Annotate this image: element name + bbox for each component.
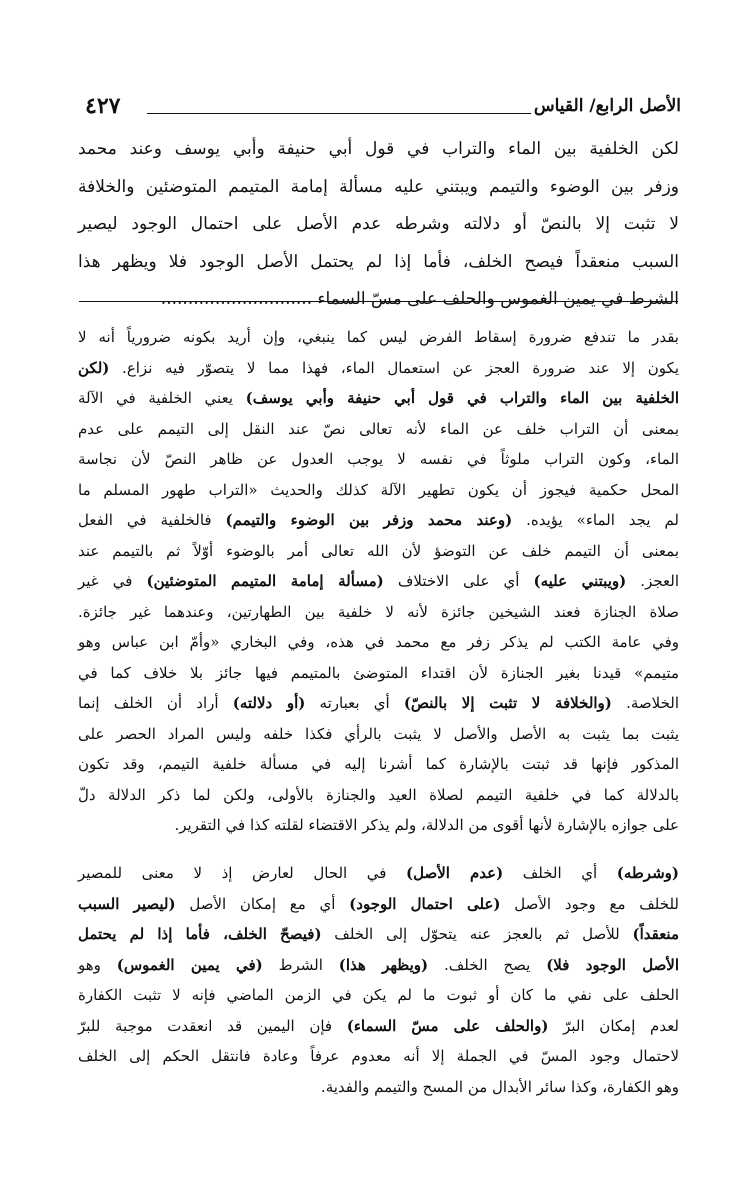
commentary-line bbox=[78, 322, 679, 353]
commentary-text: أي على الاختلاف bbox=[383, 572, 534, 590]
commentary-line bbox=[78, 475, 679, 506]
quoted-matn-text: الخلفية بين الماء والتراب في قول أبي حنيفة وأبي يوسف) bbox=[245, 389, 679, 407]
commentary-line bbox=[78, 1011, 679, 1042]
section-divider bbox=[79, 301, 678, 302]
commentary-text: فإن اليمين قد انعقدت موجبة للبرّ bbox=[78, 1016, 347, 1035]
commentary-line bbox=[78, 749, 679, 780]
commentary-text: المذكور فإنها قد ثبتت بالإشارة كما أشرنا إليه في مسألة خلفية التيمم، وقد تكون bbox=[78, 755, 679, 773]
commentary-line bbox=[78, 658, 679, 689]
commentary-text: الشرط bbox=[262, 955, 339, 974]
commentary-text: وهو الكفارة، وكذا سائر الأبدال من المسح والتيمم والفدية. bbox=[320, 1077, 679, 1096]
quoted-matn-text: (لكن bbox=[78, 358, 110, 377]
commentary-text: وهو bbox=[78, 955, 117, 974]
page-number: ٤٢٧ bbox=[85, 93, 121, 119]
commentary-text: أي مع إمكان الأصل bbox=[175, 894, 350, 913]
commentary-text: الماء، وكون التراب ملوثاً في نفسه لا يوجب العدول عن ظاهر النصّ لأن نجاسة bbox=[78, 450, 679, 468]
commentary-text: على جوازه بالإشارة لأنها أقوى من الدلالة، ولم يذكر الاقتضاء لقلته كذا في التقرير. bbox=[174, 816, 679, 834]
quoted-matn-text: منعقداً) bbox=[632, 925, 679, 943]
quoted-matn-text: (على احتمال الوجود) bbox=[349, 894, 501, 913]
commentary-text: يثبت بما يثبت به الأصل والأصل لا يثبت بالرأي فكذا خلفه وليس المراد الحصر على bbox=[78, 724, 679, 743]
commentary-text: أي الخلف bbox=[503, 864, 617, 882]
commentary-text: فالخلفية في الفعل bbox=[78, 511, 226, 529]
commentary-line bbox=[78, 627, 679, 658]
quoted-matn-text: (ليصير السبب bbox=[78, 894, 176, 913]
quoted-matn-text: (وعند محمد وزفر بين الوضوء والتيمم) bbox=[225, 511, 513, 529]
commentary-line bbox=[78, 889, 679, 920]
commentary-line bbox=[78, 505, 679, 536]
main-text-line: وزفر بين الوضوء والتيمم ويبتني عليه مسألة إمامة المتيمم المتوضئين والخلافة bbox=[78, 176, 679, 197]
quoted-matn-text: (أو دلالته) bbox=[232, 694, 306, 712]
quoted-matn-text: (ويظهر هذا) bbox=[338, 955, 429, 974]
commentary-line bbox=[78, 980, 679, 1011]
commentary-text: متيمم» قيدنا بغير الجنازة لأن اقتداء المتوضئ بالمتيمم فيها جائز بلا خلاف كما في bbox=[78, 663, 679, 682]
commentary-text: في الحال لعارض إذ لا معنى للمصير bbox=[78, 864, 407, 882]
header-rule bbox=[147, 113, 531, 114]
commentary-line bbox=[78, 444, 679, 475]
commentary-paragraph-1 bbox=[78, 322, 679, 841]
commentary-text: وفي عامة الكتب لم يذكر زفر مع محمد في هذه، وفي البخاري «وأمّ ابن عباس وهو bbox=[78, 633, 679, 651]
commentary-line bbox=[78, 353, 679, 384]
quoted-matn-text: (وشرطه) bbox=[616, 864, 679, 882]
commentary-line bbox=[78, 780, 679, 811]
main-text bbox=[78, 131, 679, 319]
main-text-line: السبب منعقداً فيصح الخلف، فأما إذا لم يحتمل الأصل الوجود فلا ويظهر هذا bbox=[78, 251, 679, 272]
commentary-line bbox=[78, 536, 679, 567]
commentary-line bbox=[78, 950, 679, 981]
commentary-line bbox=[78, 383, 679, 414]
quoted-matn-text: الأصل الوجود فلا) bbox=[546, 955, 680, 974]
quoted-matn-text: (ويبتني عليه) bbox=[533, 572, 627, 590]
commentary-line bbox=[78, 810, 679, 841]
running-title: الأصل الرابع/ القياس bbox=[533, 96, 681, 116]
commentary-text: الحلف على نفي ما كان أو ثبوت ما لم يكن في الزمن الماضي فإنه لا تثبت الكفارة bbox=[78, 986, 679, 1004]
commentary-text: صلاة الجنازة فعند الشيخين جائزة لأنه لا خلفية بين الطهارتين، وعندهما غير جائزة. bbox=[78, 602, 679, 621]
commentary-text: يكون إلا عند ضرورة العجز عن استعمال الماء، فهذا مما لا يتصوّر فيه نزاع. bbox=[109, 358, 679, 377]
quoted-matn-text: (عدم الأصل) bbox=[406, 864, 504, 882]
commentary-text: يعني الخلفية في الآلة bbox=[78, 389, 246, 407]
commentary-text: أي بعبارته bbox=[305, 694, 404, 712]
main-text-line: لكن الخلفية بين الماء والتراب في قول أبي حنيفة وأبي يوسف وعند محمد bbox=[78, 139, 679, 159]
quoted-matn-text: (في يمين الغموس) bbox=[116, 955, 263, 974]
commentary-text: بمعنى أن التيمم خلف عن التوضؤ لأن الله تعالى أمر بالوضوء أوّلاً ثم بالتيمم عند bbox=[78, 541, 679, 560]
commentary-text: الخلاصة. bbox=[611, 694, 680, 712]
commentary-text: بالدلالة كما في خلفية التيمم لصلاة العيد والجنازة بالأولى، ولكن لما ذكر الدلالة دلّ bbox=[78, 785, 679, 804]
commentary-line bbox=[78, 858, 679, 889]
commentary-line bbox=[78, 566, 679, 597]
commentary-text: في غير bbox=[78, 572, 147, 590]
commentary-line bbox=[78, 688, 679, 719]
commentary-text: للأصل ثم بالعجز عنه يتحوّل إلى الخلف bbox=[321, 925, 633, 943]
commentary-line bbox=[78, 414, 679, 445]
commentary-text: بقدر ما تندفع ضرورة إسقاط الفرض ليس كما ينبغي، وإن أريد بكونه ضرورياً أنه لا bbox=[78, 328, 679, 346]
commentary-text: أراد أن الخلف إنما bbox=[78, 694, 233, 712]
commentary-line bbox=[78, 919, 679, 950]
commentary-text: المحل حكمية فيجوز أن يكون تطهير الآلة كذلك والحديث «التراب طهور المسلم ما bbox=[78, 480, 679, 499]
quoted-matn-text: (والحلف على مسّ السماء) bbox=[346, 1016, 549, 1035]
quoted-matn-text: (فيصحّ الخلف، فأما إذا لم يحتمل bbox=[78, 925, 322, 943]
commentary-line bbox=[78, 597, 679, 628]
commentary-text: لاحتمال وجود المسّ في الجملة إلا أنه معدوم عرفاً وعادة فانتقل الحكم إلى الخلف bbox=[78, 1047, 679, 1065]
commentary-line bbox=[78, 719, 679, 750]
commentary-line bbox=[78, 1041, 679, 1072]
quoted-matn-text: (والخلافة لا تثبت إلا بالنصّ) bbox=[403, 694, 612, 712]
commentary-line bbox=[78, 1072, 679, 1103]
main-text-line: الشرط في يمين الغموس والحلف على مسّ السماء ............................ bbox=[160, 289, 679, 309]
commentary-text: العجز. bbox=[626, 572, 680, 590]
commentary-paragraph-2 bbox=[78, 858, 679, 1102]
commentary-text: يصح الخلف. bbox=[428, 955, 547, 974]
commentary-text: لعدم إمكان البرّ bbox=[548, 1016, 680, 1035]
quoted-matn-text: (مسألة إمامة المتيمم المتوضئين) bbox=[146, 572, 384, 590]
commentary-text: بمعنى أن التراب خلف عن الماء لأنه تعالى نصّ عند النقل إلى التيمم على عدم bbox=[78, 419, 679, 438]
main-text-line: لا تثبت إلا بالنصّ أو دلالته وشرطه عدم الأصل على احتمال الوجود ليصير bbox=[78, 214, 679, 234]
commentary-text: للخلف مع وجود الأصل bbox=[500, 894, 679, 913]
commentary-text: لم يجد الماء» يؤيده. bbox=[512, 511, 679, 529]
page-header bbox=[85, 92, 681, 122]
